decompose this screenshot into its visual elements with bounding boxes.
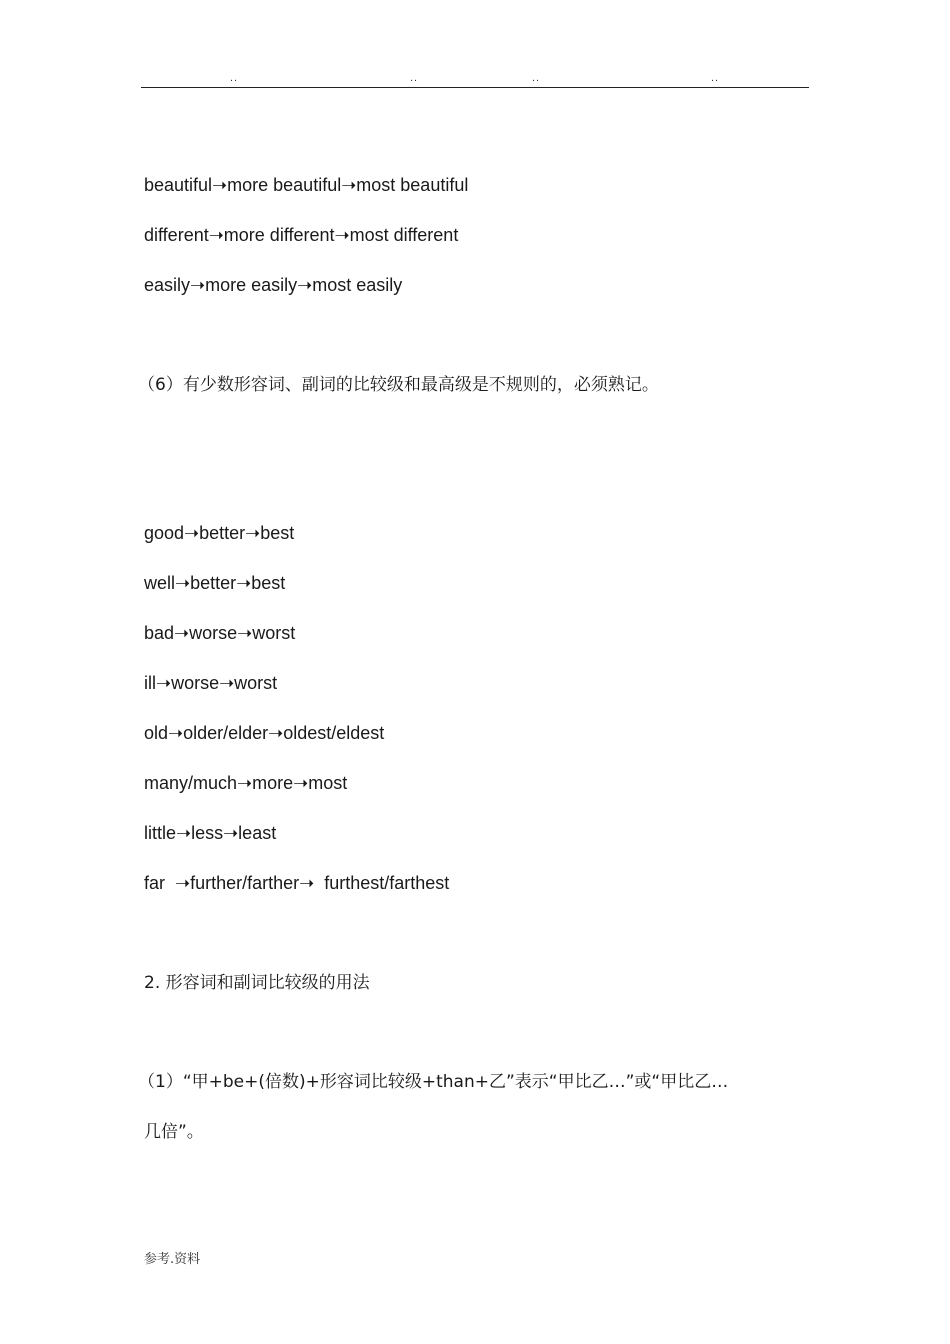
section-2-heading: 2. 形容词和副词比较级的用法: [144, 973, 370, 993]
rule-1-line-1: （1）“甲+be+(倍数)+形容词比较级+than+乙”表示“甲比乙…”或“甲比乙…: [138, 1072, 729, 1092]
regular-comparative-different: different➝more different➝most different: [144, 225, 459, 245]
irregular-many-much: many/much➝more➝most: [144, 773, 348, 793]
note-irregular-forms: （6）有少数形容词、副词的比较级和最高级是不规则的，必须熟记。: [138, 375, 659, 395]
regular-comparative-beautiful: beautiful➝more beautiful➝most beautiful: [144, 175, 469, 195]
irregular-ill: ill➝worse➝worst: [144, 673, 278, 693]
header-mark-1: ..: [230, 72, 239, 84]
irregular-well: well➝better➝best: [144, 573, 286, 593]
irregular-little: little➝less➝least: [144, 823, 277, 843]
header-mark-3: ..: [532, 72, 541, 84]
regular-comparative-easily: easily➝more easily➝most easily: [144, 275, 403, 295]
header-rule: [141, 87, 809, 88]
irregular-far: far ➝further/farther➝ furthest/farthest: [144, 873, 450, 893]
irregular-old: old➝older/elder➝oldest/eldest: [144, 723, 385, 743]
irregular-good: good➝better➝best: [144, 523, 295, 543]
rule-1-line-2: 几倍”。: [144, 1122, 204, 1142]
irregular-bad: bad➝worse➝worst: [144, 623, 296, 643]
footer-text: 参考.资料: [144, 1252, 201, 1267]
header-mark-4: ..: [711, 72, 720, 84]
header-mark-2: ..: [410, 72, 419, 84]
